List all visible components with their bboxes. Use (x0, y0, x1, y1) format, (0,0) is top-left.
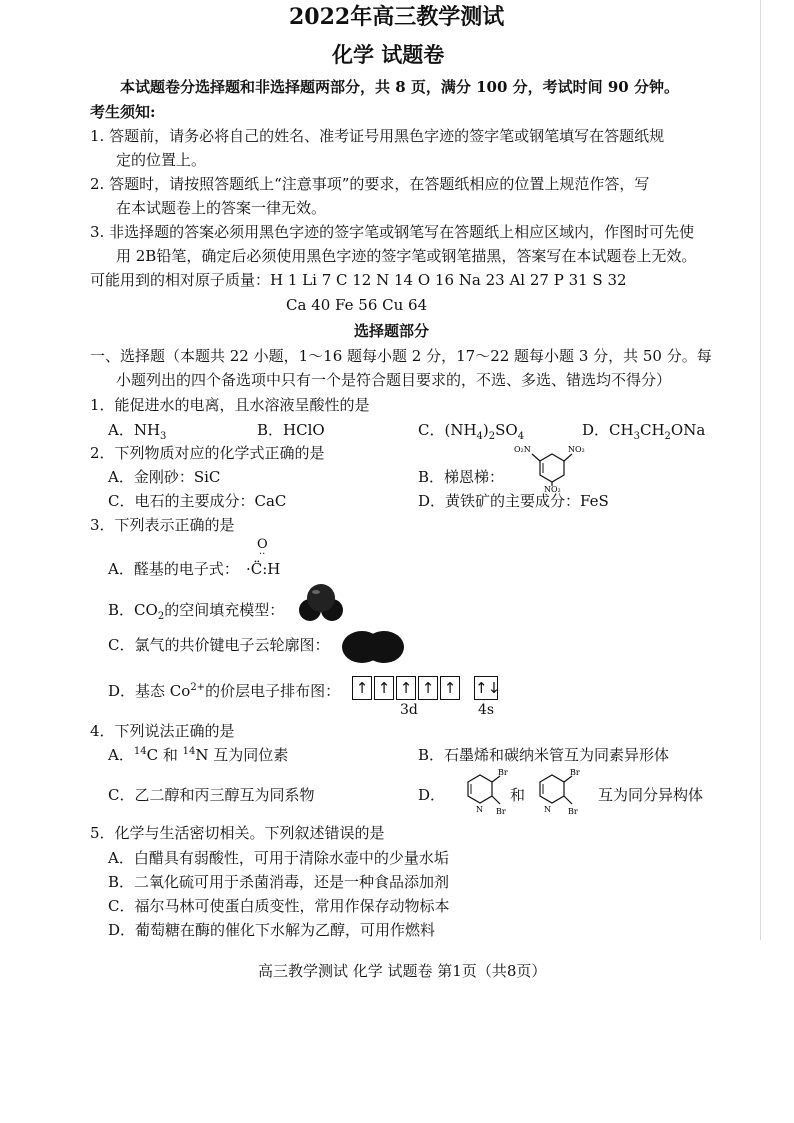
pyridine-a-br1-label: Br (498, 768, 508, 777)
q5-stem: 5．化学与生活密切相关。下列叙述错误的是 (90, 824, 385, 842)
orbital-4s: ↑↓ (474, 676, 498, 700)
pyridine-b-br1-label: Br (570, 768, 580, 777)
notice-item-2-line2: 在本试题卷上的答案一律无效。 (116, 199, 327, 217)
q3-stem: 3．下列表示正确的是 (90, 516, 235, 534)
tnt-label-right: NO₂ (568, 445, 585, 454)
q2-option-b: B．梯恩梯： (418, 468, 505, 486)
q2-option-c: C．电石的主要成分：CaC (108, 492, 287, 510)
q4-stem: 4．下列说法正确的是 (90, 722, 235, 740)
pyridine-a-n-label: N (476, 805, 483, 814)
notice-item-1-line2: 定的位置上。 (116, 151, 207, 169)
atomic-masses-line2: Ca 40 Fe 56 Cu 64 (286, 296, 428, 314)
q4-option-d-end: 互为同分异构体 (598, 786, 704, 804)
label-4s: 4s (478, 702, 495, 718)
orbital-3d-2: ↑ (374, 676, 394, 700)
q1-stem: 1．能促进水的电离，且水溶液呈酸性的是 (90, 396, 370, 414)
notice-item-2-line1: 2. 答题时，请按照答题纸上“注意事项”的要求，在答题纸相应的位置上规范作答，写 (90, 175, 650, 193)
exam-subtitle: 化学 试题卷 (332, 42, 445, 67)
q5-option-a: A．白醋具有弱酸性，可用于清除水壶中的少量水垢 (108, 849, 449, 867)
notice-title: 考生须知: (90, 103, 156, 121)
section-heading-line2: 小题列出的四个备选项中只有一个是符合题目要求的，不选、多选、错选均不得分） (116, 371, 672, 389)
chlorine-electron-cloud-icon (340, 628, 406, 666)
q2-option-a: A．金刚砂：SiC (108, 468, 221, 486)
q3-option-a: A．醛基的电子式： (108, 560, 239, 578)
dibromopyridine-b-icon (520, 766, 590, 818)
q4-option-a: A．$^{14}$C 和 $^{14}$N 互为同位素 (108, 746, 289, 764)
tnt-structure-icon (512, 440, 592, 492)
q4-option-d-and: 和 (510, 786, 526, 804)
dibromopyridine-a-icon (448, 766, 518, 818)
tnt-right-bond (564, 454, 572, 461)
q4-option-c: C．乙二醇和丙三醇互为同系物 (108, 786, 315, 804)
atomic-masses-line1: 可能用到的相对原子质量：H 1 Li 7 C 12 N 14 O 16 Na 23 Al 27 P 31 S 32 (90, 271, 627, 289)
orbital-3d-3: ↑ (396, 676, 416, 700)
notice-item-3-line2: 用 2B铅笔，确定后必须使用黑色字迹的签字笔或钢笔描黑，答案写在本试题卷上无效。 (116, 247, 697, 265)
co2-carbon (307, 584, 335, 612)
tnt-left-bond (532, 454, 540, 461)
page-edge-line (760, 0, 761, 940)
co2-highlight (312, 590, 320, 594)
tnt-ring (540, 454, 564, 482)
aldehyde-dots: ·· (259, 549, 266, 560)
q5-option-b: B．二氧化硫可用于杀菌消毒，还是一种食品添加剂 (108, 873, 450, 891)
page-footer: 高三教学测试 化学 试题卷 第1页（共8页） (258, 962, 547, 980)
orbital-3d-4: ↑ (418, 676, 438, 700)
q4-option-d-prefix: D． (418, 786, 446, 804)
orbital-3d-5: ↑ (440, 676, 460, 700)
pyridine-b-ring (540, 775, 564, 803)
q4-option-b: B．石墨烯和碳纳米管互为同素异形体 (418, 746, 670, 764)
aldehyde-formula: ·C̈:H (246, 560, 281, 578)
q1-option-a: A．$NH_3$ (108, 421, 167, 442)
section-title: 选择题部分 (354, 322, 430, 340)
orbital-3d-1: ↑ (352, 676, 372, 700)
exam-intro: 本试题卷分选择题和非选择题两部分，共 8 页，满分 100 分，考试时间 90 分钟。 (120, 78, 679, 96)
notice-item-1-line1: 1. 答题前，请务必将自己的姓名、准考证号用黑色字迹的签字笔或钢笔填写在答题纸规 (90, 127, 665, 145)
aldehyde-o-label: O (257, 537, 268, 552)
tnt-label-bottom: NO₂ (544, 485, 561, 492)
exam-title: 2022年高三教学测试 (289, 4, 505, 30)
pyridine-a-br2-bond (492, 796, 500, 804)
label-3d: 3d (400, 702, 418, 718)
q1-option-b: B．HClO (257, 421, 325, 439)
q3-option-d: D．基态 $Co^{2+}$的价层电子排布图： (108, 682, 341, 700)
q5-option-c: C．福尔马林可使蛋白质变性，常用作保存动物标本 (108, 897, 450, 915)
q2-option-d: D．黄铁矿的主要成分：FeS (418, 492, 609, 510)
pyridine-a-ring (468, 775, 492, 803)
q2-stem: 2．下列物质对应的化学式正确的是 (90, 444, 325, 462)
q1-option-d: D．$CH_3CH_2ONa$ (582, 421, 706, 442)
q1-option-c: C．$(NH_4)_2SO_4$ (418, 421, 525, 442)
pyridine-b-n-label: N (544, 805, 551, 814)
q3-option-c: C．氯气的共价键电子云轮廓图： (108, 636, 330, 654)
tnt-label-left: O₂N (514, 445, 531, 454)
cloud-lobe-right (364, 631, 404, 663)
co2-space-filling-model-icon (296, 580, 346, 626)
pyridine-b-br2-label: Br (568, 807, 578, 816)
notice-item-3-line1: 3. 非选择题的答案必须用黑色字迹的签字笔或钢笔写在答题纸上相应区域内，作图时可先使 (90, 223, 695, 241)
pyridine-a-br2-label: Br (496, 807, 506, 816)
q5-option-d: D．葡萄糖在酶的催化下水解为乙醇，可用作燃料 (108, 921, 436, 939)
q3-option-b: B．$CO_2$的空间填充模型： (108, 601, 285, 622)
pyridine-b-br2-bond (564, 796, 572, 804)
section-heading-line1: 一、选择题（本题共 22 小题，1～16 题每小题 2 分，17～22 题每小题 3 分，共 50 分。每 (90, 347, 712, 365)
